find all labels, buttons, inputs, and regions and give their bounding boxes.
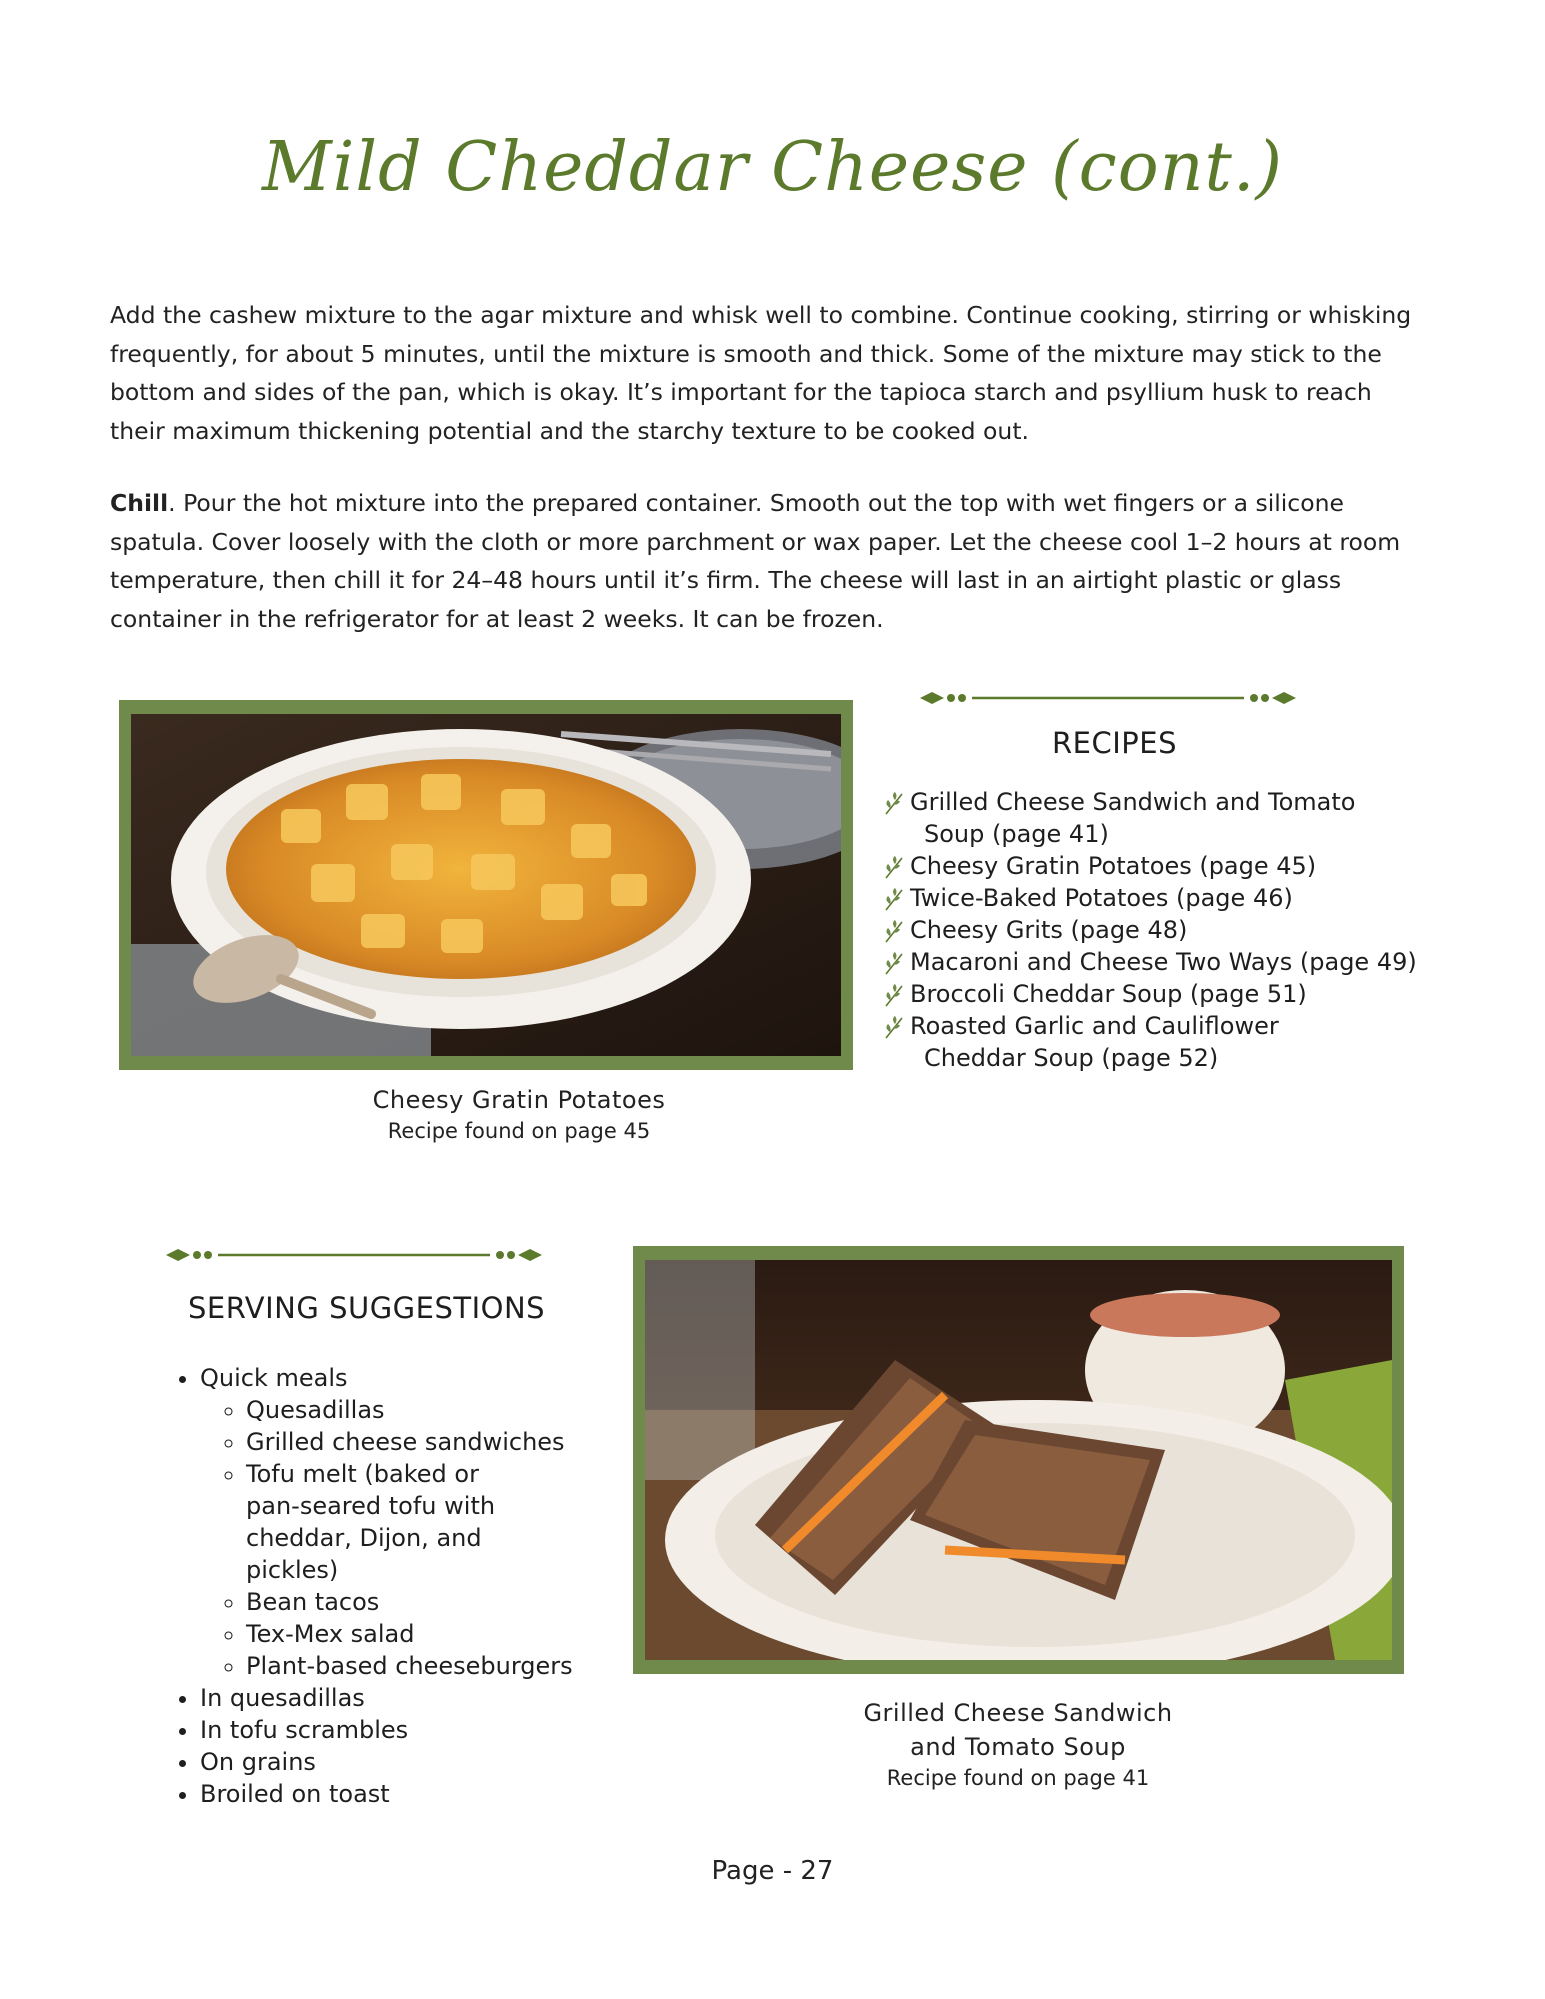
list-item-label: Quick meals xyxy=(200,1364,348,1392)
recipe-link[interactable]: Broccoli Cheddar Soup (page 51) xyxy=(910,980,1307,1008)
grilled-cheese-caption xyxy=(813,1696,1223,1792)
serving-suggestions-list xyxy=(170,1362,590,1810)
recipe-link[interactable]: Cheesy Gratin Potatoes (page 45) xyxy=(910,852,1317,880)
recipe-item[interactable] xyxy=(882,978,1442,1010)
recipes-divider xyxy=(918,688,1298,708)
list-item: • On grains xyxy=(200,1746,590,1778)
chill-step-text: . Pour the hot mixture into the prepared container. Smooth out the top with wet fingers or a silicone spatula. Cover loosely with the cloth or more parchment or wax paper. Let the cheese cool 1–2 hours at room temperature, then chill it for 24–48 hours until it’s firm. The cheese will last in an airtight plastic or glass container in the refrigerator for at least 2 weeks. It can be frozen. xyxy=(110,489,1401,633)
chill-step-label: Chill xyxy=(110,489,169,517)
page-number: Page - 27 xyxy=(711,1856,834,1886)
serving-heading: SERVING SUGGESTIONS xyxy=(188,1291,546,1325)
recipe-item[interactable] xyxy=(882,850,1442,882)
gratin-caption-title: Cheesy Gratin Potatoes xyxy=(372,1086,666,1114)
quick-meals-sublist xyxy=(200,1394,590,1682)
gratin-caption xyxy=(319,1083,719,1145)
instruction-paragraph-2 xyxy=(110,484,1430,638)
list-item: • In quesadillas xyxy=(200,1682,590,1714)
recipe-item[interactable] xyxy=(882,1010,1442,1074)
recipe-item[interactable] xyxy=(882,882,1442,914)
herb-leaf-icon xyxy=(882,950,908,976)
recipe-item[interactable] xyxy=(882,786,1442,850)
recipe-item[interactable] xyxy=(882,946,1442,978)
recipe-link[interactable]: Cheesy Grits (page 48) xyxy=(910,916,1188,944)
instruction-paragraph-1: Add the cashew mixture to the agar mixture and whisk well to combine. Continue cooking, stirring or whisking frequently, for about 5 minutes, until the mixture is smooth and thick. Some of the mixture may stick to the bottom and sides of the pan, which is okay. It’s important for the tapioca starch and psyllium husk to reach their maximum thickening potential and the starchy texture to be cooked out. xyxy=(110,301,1412,445)
gratin-caption-sub: Recipe found on page 45 xyxy=(387,1119,651,1143)
grilled-cheese-photo xyxy=(645,1260,1392,1660)
recipes-list xyxy=(882,786,1442,1074)
list-item: ◦ Bean tacos xyxy=(246,1586,590,1618)
list-item: ◦ Grilled cheese sandwiches xyxy=(246,1426,590,1458)
recipe-link[interactable]: Macaroni and Cheese Two Ways (page 49) xyxy=(910,948,1417,976)
herb-leaf-icon xyxy=(882,886,908,912)
list-item: ◦ Tex-Mex salad xyxy=(246,1618,590,1650)
list-item: ◦ Quesadillas xyxy=(246,1394,590,1426)
recipe-item[interactable] xyxy=(882,914,1442,946)
herb-leaf-icon xyxy=(882,982,908,1008)
recipe-link[interactable]: Grilled Cheese Sandwich and Tomato Soup (page 41) xyxy=(910,788,1356,848)
herb-leaf-icon xyxy=(882,854,908,880)
list-item: ◦ Tofu melt (baked or pan-seared tofu with cheddar, Dijon, and pickles) xyxy=(246,1458,536,1586)
recipes-heading: RECIPES xyxy=(1052,726,1177,760)
list-item xyxy=(200,1362,590,1682)
gratin-potatoes-photo xyxy=(131,714,841,1056)
list-item: • In tofu scrambles xyxy=(200,1714,590,1746)
page-title: Mild Cheddar Cheese (cont.) xyxy=(262,128,1283,207)
recipe-link[interactable]: Roasted Garlic and Cauliflower Cheddar Soup (page 52) xyxy=(910,1012,1279,1072)
list-item: ◦ Plant-based cheeseburgers xyxy=(246,1650,590,1682)
gratin-photo-frame xyxy=(119,700,853,1070)
herb-leaf-icon xyxy=(882,918,908,944)
serving-divider xyxy=(164,1245,544,1265)
grilled-cheese-photo-frame xyxy=(633,1246,1404,1674)
herb-leaf-icon xyxy=(882,790,908,816)
recipe-link[interactable]: Twice-Baked Potatoes (page 46) xyxy=(910,884,1293,912)
grilled-cheese-caption-sub: Recipe found on page 41 xyxy=(886,1766,1150,1790)
list-item: • Broiled on toast xyxy=(200,1778,590,1810)
herb-leaf-icon xyxy=(882,1014,908,1040)
grilled-cheese-caption-title: Grilled Cheese Sandwich xyxy=(863,1699,1173,1727)
grilled-cheese-caption-title-2: and Tomato Soup xyxy=(910,1733,1126,1761)
